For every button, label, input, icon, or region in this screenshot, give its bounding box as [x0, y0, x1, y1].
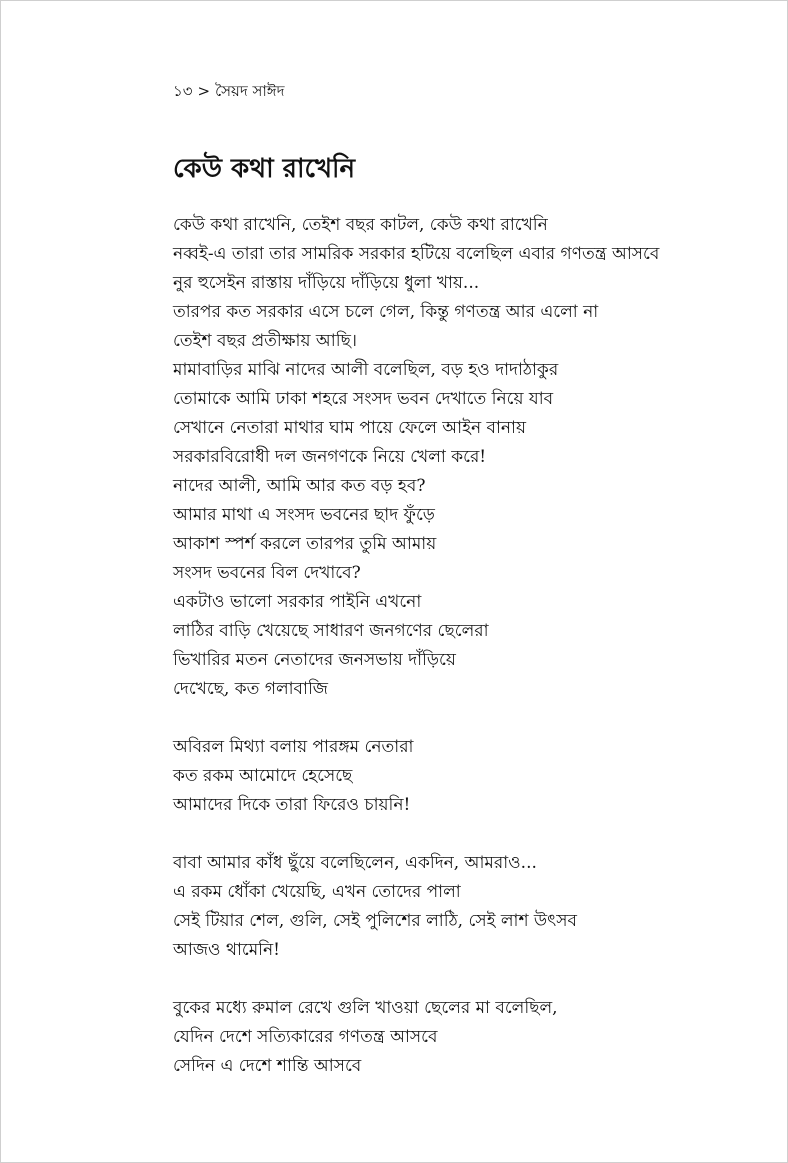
- poem-line: আমাদের দিকে তারা ফিরেও চায়নি!: [173, 795, 411, 815]
- header-separator: >: [197, 82, 211, 100]
- page-number: ১৩: [173, 82, 193, 100]
- poem-line: সেদিন এ দেশে শান্তি আসবে: [173, 1056, 362, 1076]
- poem-line: নুর হুসেইন রাস্তায় দাঁড়িয়ে দাঁড়িয়ে ধুলা খায়...: [173, 273, 480, 293]
- poem-line: লাঠির বাড়ি খেয়েছে সাধারণ জনগণের ছেলেরা: [173, 621, 489, 641]
- poem-body: [173, 211, 733, 1110]
- author-name: সৈয়দ সাঈদ: [215, 82, 285, 100]
- stanza: [173, 733, 733, 820]
- poem-line: যেদিন দেশে সত্যিকারের গণতন্ত্র আসবে: [173, 1027, 438, 1047]
- poem-line: তারপর কত সরকার এসে চলে গেল, কিন্তু গণতন্ত্র আর এলো না: [173, 302, 599, 322]
- poem-line: ভিখারির মতন নেতাদের জনসভায় দাঁড়িয়ে: [173, 650, 456, 670]
- poem-line: তোমাকে আমি ঢাকা শহরে সংসদ ভবন দেখাতে নিয়ে যাব: [173, 389, 554, 409]
- poem-line: সংসদ ভবনের বিল দেখাবে?: [173, 563, 361, 583]
- running-header: [173, 81, 284, 101]
- poem-line: আজও থামেনি!: [173, 940, 281, 960]
- poem-line: অবিরল মিথ্যা বলায় পারঙ্গম নেতারা: [173, 737, 414, 757]
- poem-line: এ রকম ধোঁকা খেয়েছি, এখন তোদের পালা: [173, 882, 461, 902]
- poem-line: নাদের আলী, আমি আর কত বড় হব?: [173, 476, 426, 496]
- poem-line: একটাও ভালো সরকার পাইনি এখনো: [173, 592, 422, 612]
- poem-line: সরকারবিরোধী দল জনগণকে নিয়ে খেলা করে!: [173, 447, 487, 467]
- poem-line: বাবা আমার কাঁধ ছুঁয়ে বলেছিলেন, একদিন, আমরাও...: [173, 853, 537, 873]
- stanza: [173, 211, 733, 704]
- poem-line: তেইশ বছর প্রতীক্ষায় আছি।: [173, 331, 357, 351]
- stanza: [173, 849, 733, 965]
- poem-line: আকাশ স্পর্শ করলে তারপর তুমি আমায়: [173, 534, 437, 554]
- poem-line: সেই টিয়ার শেল, গুলি, সেই পুলিশের লাঠি, সেই লাশ উৎসব: [173, 911, 577, 931]
- poem-line: আমার মাথা এ সংসদ ভবনের ছাদ ফুঁড়ে: [173, 505, 435, 525]
- poem-line: মামাবাড়ির মাঝি নাদের আলী বলেছিল, বড় হও দাদাঠাকুর: [173, 360, 559, 380]
- poem-line: কেউ কথা রাখেনি, তেইশ বছর কাটল, কেউ কথা রাখেনি: [173, 215, 548, 235]
- poem-title: কেউ কথা রাখেনি: [173, 154, 355, 184]
- stanza: [173, 994, 733, 1081]
- poem-line: কত রকম আমোদে হেসেছে: [173, 766, 353, 786]
- poem-line: সেখানে নেতারা মাথার ঘাম পায়ে ফেলে আইন বানায়: [173, 418, 527, 438]
- poem-line: দেখেছে, কত গলাবাজি: [173, 679, 329, 699]
- poem-line: বুকের মধ্যে রুমাল রেখে গুলি খাওয়া ছেলের মা বলেছিল,: [173, 998, 558, 1018]
- poem-line: নব্বই-এ তারা তার সামরিক সরকার হটিয়ে বলেছিল এবার গণতন্ত্র আসবে: [173, 244, 660, 264]
